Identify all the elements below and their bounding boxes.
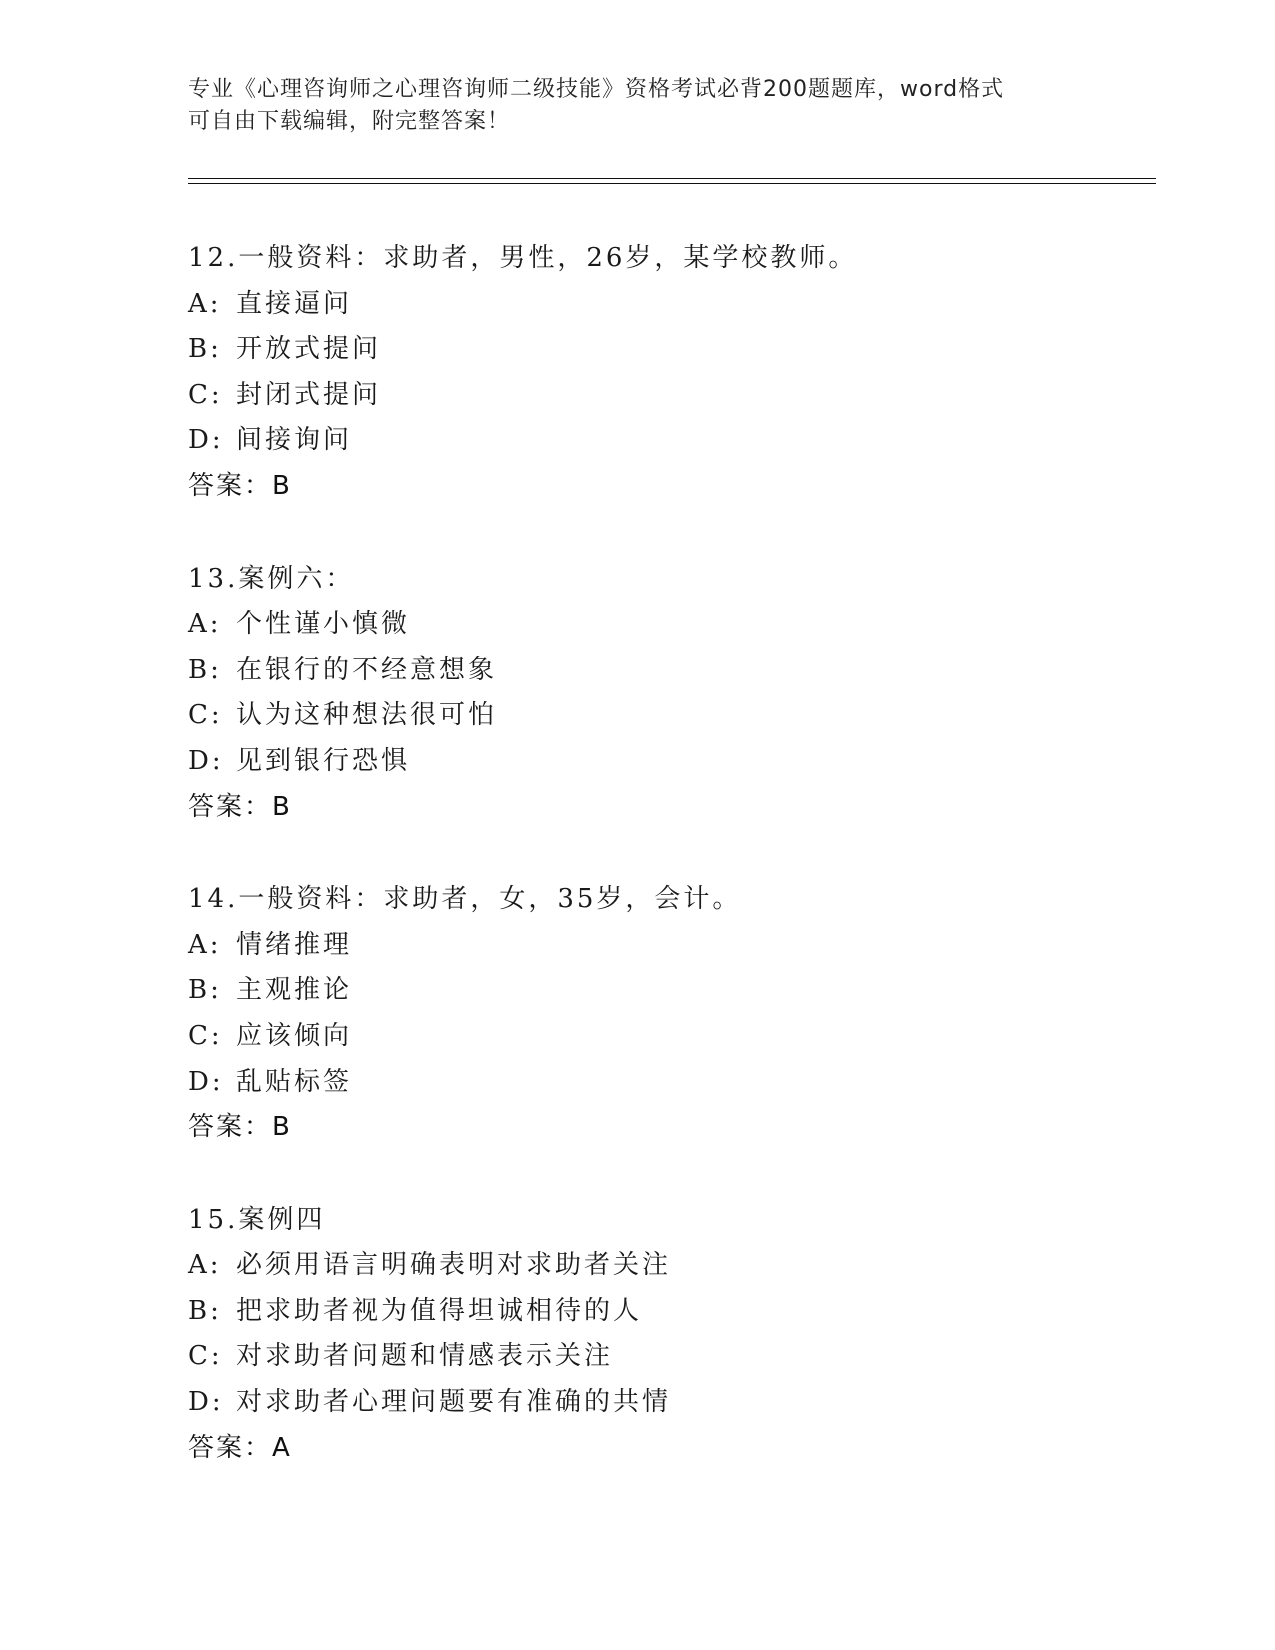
option-c (188, 373, 1148, 419)
option-text: 见到银行恐惧 (236, 745, 411, 776)
question-title: 15.案例四 (188, 1204, 326, 1235)
option-text: 乱贴标签 (236, 1066, 353, 1097)
header-line-1: 专业《心理咨询师之心理咨询师二级技能》资格考试必背200题题库，word格式 (188, 77, 1005, 102)
option-key: A: (188, 288, 222, 319)
option-a (188, 923, 1148, 969)
question-title: 13.案例六： (188, 563, 355, 594)
option-text: 封闭式提问 (236, 379, 382, 410)
answer-line: 答案：A (188, 1432, 292, 1463)
option-key: C: (188, 700, 223, 731)
option-text: 情绪推理 (236, 929, 353, 960)
option-key: C: (188, 1341, 223, 1372)
option-key: D: (188, 425, 224, 456)
option-key: D: (188, 1066, 224, 1097)
answer-line: 答案：B (188, 470, 292, 501)
option-key: D: (188, 745, 224, 776)
option-key: B: (188, 975, 222, 1006)
question-title: 12.一般资料：求助者，男性，26岁，某学校教师。 (188, 243, 858, 273)
option-a (188, 282, 1148, 328)
option-text: 开放式提问 (236, 334, 382, 365)
option-d (188, 418, 1148, 464)
answer-line: 答案：B (188, 791, 292, 822)
option-c (188, 1014, 1148, 1060)
option-key: A: (188, 609, 222, 640)
question-list (188, 236, 1148, 1518)
question-13 (188, 557, 1148, 831)
option-text: 间接询问 (236, 425, 353, 456)
option-key: A: (188, 929, 222, 960)
option-d (188, 1060, 1148, 1106)
option-b (188, 648, 1148, 694)
option-text: 应该倾向 (236, 1020, 353, 1051)
option-b (188, 968, 1148, 1014)
header-line-2: 可自由下载编辑，附完整答案！ (188, 109, 511, 134)
option-b (188, 327, 1148, 373)
header-divider-bottom (188, 183, 1156, 184)
option-key: B: (188, 334, 222, 365)
option-text: 认为这种想法很可怕 (236, 700, 498, 731)
option-key: D: (188, 1387, 224, 1418)
option-b (188, 1289, 1148, 1335)
answer-line: 答案：B (188, 1112, 292, 1143)
option-text: 在银行的不经意想象 (236, 654, 498, 685)
option-text: 个性谨小慎微 (236, 609, 411, 640)
option-d (188, 1380, 1148, 1426)
question-14 (188, 877, 1148, 1151)
option-c (188, 693, 1148, 739)
question-title: 14.一般资料：求助者，女，35岁，会计。 (188, 884, 742, 915)
option-text: 必须用语言明确表明对求助者关注 (236, 1250, 672, 1281)
question-15 (188, 1198, 1148, 1472)
option-key: B: (188, 654, 222, 685)
option-a (188, 1243, 1148, 1289)
option-text: 把求助者视为值得坦诚相待的人 (236, 1295, 643, 1326)
option-a (188, 602, 1148, 648)
document-header (188, 74, 1088, 138)
option-c (188, 1334, 1148, 1380)
option-text: 直接逼问 (236, 288, 353, 319)
option-key: B: (188, 1295, 222, 1326)
option-key: C: (188, 379, 223, 410)
header-divider-top (188, 178, 1156, 179)
option-text: 对求助者问题和情感表示关注 (236, 1341, 614, 1372)
option-text: 主观推论 (236, 975, 353, 1006)
option-key: A: (188, 1250, 222, 1281)
option-key: C: (188, 1020, 223, 1051)
option-text: 对求助者心理问题要有准确的共情 (236, 1387, 672, 1418)
option-d (188, 739, 1148, 785)
question-12 (188, 236, 1148, 510)
